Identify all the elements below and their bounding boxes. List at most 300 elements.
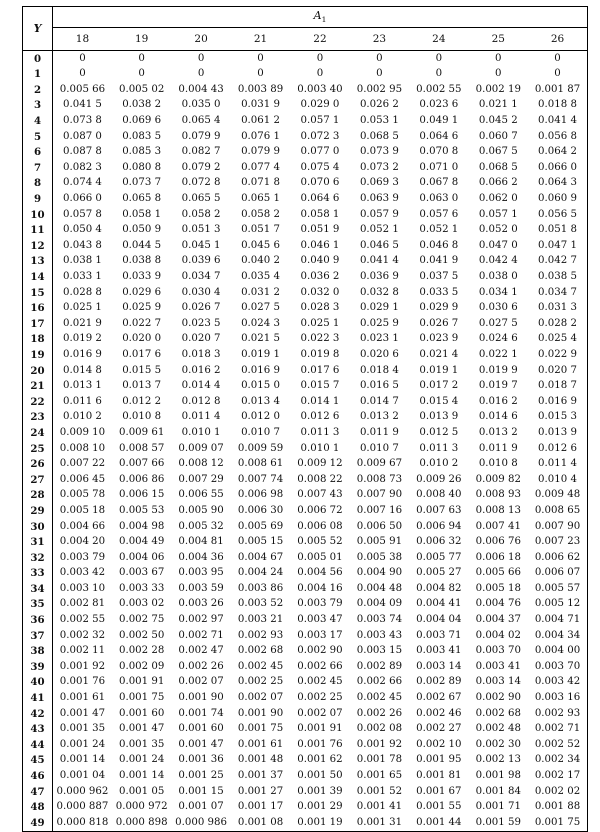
table-cell: 0.001 81	[416, 770, 462, 781]
table-cell: 0.069 3	[359, 177, 399, 189]
table-cell: 0.024 6	[478, 333, 518, 345]
table-cell: 0.046 1	[300, 239, 340, 251]
table-cell: 0.002 66	[297, 660, 343, 672]
table-row	[23, 581, 588, 597]
table-cell: 0.038 8	[122, 255, 162, 267]
table-cell: 0.064 6	[300, 193, 340, 205]
table-cell: 0.001 24	[118, 754, 165, 766]
table-cell: 0.008 13	[475, 504, 521, 516]
table-cell: 0.068 5	[359, 130, 399, 142]
table-cell: 0.006 98	[237, 489, 284, 501]
table-cell: 0.057 1	[300, 115, 340, 127]
row-y-value: 48	[23, 800, 53, 816]
table-cell: 0.072 8	[181, 177, 221, 189]
table-cell: 0.008 40	[416, 489, 462, 501]
table-cell: 0.057 6	[419, 208, 459, 220]
table-row	[23, 113, 588, 129]
table-cell: 0.001 60	[118, 707, 165, 719]
table-cell: 0.005 38	[356, 551, 403, 563]
table-cell: 0.004 16	[297, 582, 343, 594]
row-y-value: 25	[23, 441, 53, 457]
table-cell: 0.007 66	[118, 458, 165, 470]
table-cell: 0.019 8	[300, 348, 340, 360]
table-cell: 0.001 78	[356, 754, 403, 766]
table-cell: 0.002 90	[297, 645, 343, 657]
a1-header	[53, 7, 588, 28]
table-cell: 0.002 17	[534, 770, 581, 781]
table-cell: 0.001 25	[178, 770, 224, 781]
table-cell: 0.073 9	[359, 146, 399, 158]
header-row-a	[23, 7, 588, 28]
table-cell: 0.020 6	[359, 348, 399, 360]
table-cell: 0.010 4	[538, 473, 577, 485]
table-cell: 0.025 1	[63, 302, 102, 314]
table-cell: 0.001 24	[59, 738, 106, 750]
table-cell: 0.068 5	[478, 161, 518, 173]
table-row	[23, 566, 588, 582]
table-cell: 0.035 4	[241, 271, 280, 282]
table-cell: 0.005 77	[416, 551, 462, 563]
table-cell: 0.002 28	[118, 645, 165, 657]
row-y-value: 34	[23, 581, 53, 597]
table-cell: 0	[138, 68, 145, 80]
table-cell: 0.051 9	[300, 224, 340, 236]
table-cell: 0.005 18	[59, 504, 106, 516]
table-cell: 0.003 14	[416, 660, 462, 672]
table-cell: 0.043 8	[63, 239, 102, 251]
table-cell: 0.027 5	[478, 317, 518, 329]
table-cell: 0.005 01	[297, 551, 343, 563]
table-cell: 0.039 6	[181, 255, 221, 267]
table-cell: 0.053 1	[359, 115, 399, 127]
table-cell: 0.013 4	[241, 395, 280, 407]
table-cell: 0.001 61	[59, 692, 106, 704]
table-cell: 0.003 41	[416, 645, 462, 657]
table-cell: 0.002 66	[356, 676, 403, 688]
table-cell: 0.010 2	[419, 458, 459, 470]
table-cell: 0.038 0	[478, 271, 518, 282]
table-row	[23, 659, 588, 675]
table-row	[23, 82, 588, 98]
table-cell: 0.004 09	[356, 598, 403, 610]
table-cell: 0.008 93	[475, 489, 521, 501]
table-cell: 0.061 2	[241, 115, 280, 127]
table-cell: 0.005 78	[59, 489, 106, 501]
row-y-value: 0	[23, 51, 53, 67]
table-row	[23, 456, 588, 472]
table-cell: 0.069 6	[122, 115, 162, 127]
table-cell: 0	[197, 52, 205, 64]
table-cell: 0	[495, 68, 502, 80]
table-row	[23, 223, 588, 239]
table-cell: 0.005 12	[534, 598, 581, 610]
table-cell: 0.072 3	[300, 130, 340, 142]
table-cell: 0.040 9	[300, 255, 340, 267]
table-cell: 0.002 68	[475, 707, 521, 719]
table-cell: 0.001 08	[237, 816, 284, 828]
table-row	[23, 191, 588, 207]
table-cell: 0.003 15	[356, 645, 403, 657]
table-cell: 0.012 6	[538, 442, 577, 454]
row-y-value: 5	[23, 129, 53, 145]
table-cell: 0.033 9	[122, 271, 162, 282]
table-cell: 0.001 75	[118, 692, 165, 704]
table-cell: 0.082 7	[181, 146, 221, 158]
table-cell: 0.037 5	[419, 271, 459, 282]
table-cell: 0.003 86	[237, 582, 284, 594]
table-cell: 0.056 5	[538, 208, 577, 220]
table-cell: 0.011 4	[181, 411, 221, 423]
table-cell: 0.008 22	[297, 473, 343, 485]
table-cell: 0.036 9	[359, 271, 399, 282]
row-y-value: 16	[23, 301, 53, 317]
table-cell: 0.001 61	[237, 738, 284, 750]
row-y-value: 18	[23, 332, 53, 348]
table-row	[23, 285, 588, 301]
table-cell: 0.001 17	[237, 801, 284, 813]
table-cell: 0.066 0	[63, 193, 102, 205]
row-y-value: 30	[23, 519, 53, 535]
table-cell: 0.000 887	[56, 801, 109, 813]
table-cell: 0.051 3	[181, 224, 221, 236]
row-y-value: 4	[23, 113, 53, 129]
table-cell: 0.009 10	[59, 426, 106, 438]
table-cell: 0	[376, 52, 383, 64]
row-y-value: 41	[23, 690, 53, 706]
table-cell: 0.002 07	[297, 707, 343, 719]
table-cell: 0.064 3	[538, 177, 577, 189]
a1-header-subscript: 1	[321, 15, 327, 25]
table-cell: 0.005 27	[416, 567, 462, 579]
table-cell: 0.002 45	[356, 692, 403, 704]
row-y-value: 9	[23, 191, 53, 207]
table-cell: 0.004 90	[356, 567, 403, 579]
table-cell: 0.070 8	[419, 146, 459, 158]
table-row	[23, 145, 588, 161]
table-cell: 0.003 16	[534, 692, 581, 704]
table-cell: 0.008 57	[118, 442, 165, 454]
table-row	[23, 612, 588, 628]
table-cell: 0.005 69	[237, 520, 284, 532]
table-cell: 0.077 0	[300, 146, 340, 158]
table-cell: 0.026 7	[419, 317, 459, 329]
table-cell: 0.004 43	[178, 83, 224, 95]
table-cell: 0.015 0	[241, 380, 280, 392]
column-header-a1-19: 19	[112, 28, 171, 51]
table-cell: 0.005 18	[475, 582, 521, 594]
table-cell: 0.006 08	[297, 520, 343, 532]
table-cell: 0.001 98	[475, 770, 521, 781]
column-header-a1-26: 26	[528, 28, 588, 51]
row-y-value: 11	[23, 223, 53, 239]
table-cell: 0.030 4	[181, 286, 221, 298]
row-y-value: 6	[23, 145, 53, 161]
row-y-value: 14	[23, 269, 53, 285]
table-cell: 0.003 40	[297, 83, 343, 95]
table-cell: 0.006 15	[118, 489, 165, 501]
table-cell: 0.019 7	[478, 380, 518, 392]
table-cell: 0.019 1	[241, 348, 280, 360]
table-cell: 0.049 1	[419, 115, 459, 127]
table-cell: 0.026 2	[359, 99, 399, 111]
table-cell: 0.001 87	[534, 83, 581, 95]
table-cell: 0.014 1	[300, 395, 340, 407]
table-cell: 0.063 9	[359, 193, 399, 205]
table-row	[23, 316, 588, 332]
table-cell: 0.018 4	[359, 364, 399, 376]
y-header-label: Y	[33, 22, 42, 35]
table-cell: 0.003 67	[118, 567, 165, 579]
table-cell: 0.003 95	[178, 567, 224, 579]
table-cell: 0.002 55	[59, 614, 106, 626]
table-cell: 0.045 6	[241, 239, 280, 251]
table-cell: 0.007 23	[534, 536, 581, 548]
table-cell: 0.003 41	[475, 660, 521, 672]
table-cell: 0.004 82	[416, 582, 462, 594]
table-cell: 0.067 5	[478, 146, 518, 158]
table-row	[23, 800, 588, 816]
row-y-value: 3	[23, 98, 53, 114]
row-y-value: 2	[23, 82, 53, 98]
table-cell: 0.006 18	[475, 551, 521, 563]
table-cell: 0.079 2	[181, 161, 221, 173]
table-cell: 0.018 7	[538, 380, 577, 392]
table-cell: 0.003 89	[237, 83, 284, 95]
table-cell: 0.021 1	[478, 99, 518, 111]
table-row	[23, 628, 588, 644]
table-cell: 0.052 0	[478, 224, 518, 236]
table-cell: 0.029 9	[419, 302, 459, 314]
table-cell: 0.065 5	[181, 193, 221, 205]
table-cell: 0	[554, 52, 561, 64]
table-cell: 0.017 6	[300, 364, 340, 376]
table-cell: 0.021 4	[419, 348, 459, 360]
table-cell: 0.006 07	[534, 567, 581, 579]
table-row	[23, 722, 588, 738]
table-cell: 0.004 41	[416, 598, 462, 610]
table-cell: 0.019 2	[63, 333, 102, 345]
table-cell: 0.005 32	[178, 520, 224, 532]
table-row	[23, 675, 588, 691]
table-cell: 0.001 47	[118, 723, 165, 735]
table-cell: 0.002 75	[118, 614, 165, 626]
row-y-value: 35	[23, 597, 53, 613]
table-cell: 0.032 0	[300, 286, 340, 298]
table-cell: 0.032 8	[359, 286, 399, 298]
table-cell: 0.041 4	[538, 115, 577, 127]
table-cell: 0.027 5	[241, 302, 280, 314]
table-cell: 0.001 62	[297, 754, 343, 766]
table-cell: 0.011 9	[359, 426, 399, 438]
table-cell: 0.006 76	[475, 536, 521, 548]
table-cell: 0.004 81	[178, 536, 224, 548]
table-cell: 0.000 818	[56, 816, 109, 828]
table-cell: 0.052 1	[359, 224, 399, 236]
table-cell: 0.004 20	[59, 536, 106, 548]
table-cell: 0.004 34	[534, 629, 581, 641]
table-cell: 0.004 67	[237, 551, 284, 563]
table-cell: 0.006 45	[59, 473, 106, 485]
table-cell: 0.014 7	[359, 395, 399, 407]
table-cell: 0.026 7	[181, 302, 221, 314]
table-cell: 0.028 2	[538, 317, 577, 329]
table-cell: 0.045 1	[181, 239, 221, 251]
row-y-value: 45	[23, 753, 53, 769]
table-cell: 0.002 09	[118, 660, 165, 672]
table-cell: 0.077 4	[241, 161, 280, 173]
table-cell: 0.004 71	[534, 614, 581, 626]
table-cell: 0.010 1	[300, 442, 340, 454]
table-cell: 0.005 66	[59, 83, 106, 95]
table-cell: 0.023 9	[419, 333, 459, 345]
table-row	[23, 207, 588, 223]
table-cell: 0.073 2	[359, 161, 399, 173]
table-cell: 0.038 1	[63, 255, 102, 267]
table-cell: 0.001 59	[475, 816, 521, 828]
table-cell: 0.012 8	[181, 395, 221, 407]
table-cell: 0.013 1	[63, 380, 102, 392]
table-cell: 0.062 0	[478, 193, 518, 205]
row-y-value: 46	[23, 768, 53, 784]
table-row	[23, 238, 588, 254]
table-cell: 0.003 79	[59, 551, 106, 563]
table-cell: 0.002 93	[237, 629, 284, 641]
table-cell: 0.035 0	[181, 99, 221, 111]
table-cell: 0.041 9	[419, 255, 459, 267]
table-cell: 0.003 33	[118, 582, 165, 594]
table-cell: 0.067 8	[419, 177, 459, 189]
row-y-value: 10	[23, 207, 53, 223]
table-cell: 0.013 9	[538, 426, 577, 438]
table-cell: 0.064 2	[538, 146, 577, 158]
table-cell: 0.044 5	[122, 239, 162, 251]
table-cell: 0.001 07	[178, 801, 224, 813]
a1-header-label: A	[313, 9, 322, 23]
table-cell: 0.001 67	[416, 785, 462, 797]
table-cell: 0.002 19	[475, 83, 521, 95]
table-cell: 0.041 4	[359, 255, 399, 267]
table-cell: 0.004 02	[475, 629, 521, 641]
table-cell: 0.002 11	[59, 645, 106, 657]
table-cell: 0.007 16	[356, 504, 403, 516]
table-cell: 0.004 06	[118, 551, 165, 563]
column-header-row	[23, 28, 588, 51]
table-cell: 0.024 3	[241, 317, 280, 329]
table-cell: 0.002 13	[475, 754, 521, 766]
table-cell: 0.002 25	[237, 676, 284, 688]
table-cell: 0.001 14	[59, 754, 106, 766]
column-header-a1-24: 24	[409, 28, 468, 51]
table-cell: 0.033 1	[63, 271, 102, 282]
table-cell: 0.010 8	[478, 458, 518, 470]
table-cell: 0.045 2	[478, 115, 518, 127]
table-cell: 0.012 5	[419, 426, 459, 438]
table-row	[23, 737, 588, 753]
table-cell: 0.002 47	[178, 645, 224, 657]
table-cell: 0.002 45	[237, 660, 284, 672]
table-row	[23, 519, 588, 535]
table-cell: 0.022 9	[538, 348, 577, 360]
table-cell: 0.006 62	[534, 551, 581, 563]
table-cell: 0.003 70	[475, 645, 521, 657]
table-cell: 0.002 48	[475, 723, 521, 735]
table-cell: 0.005 53	[118, 504, 165, 516]
table-row	[23, 425, 588, 441]
table-cell: 0.002 27	[416, 723, 462, 735]
table-cell: 0.002 68	[237, 645, 284, 657]
table-cell: 0.013 9	[419, 411, 459, 423]
table-cell: 0.003 14	[475, 676, 521, 688]
probability-table	[22, 6, 588, 832]
table-cell: 0.005 52	[297, 536, 343, 548]
table-cell: 0.001 47	[178, 738, 224, 750]
table-cell: 0.004 98	[118, 520, 165, 532]
table-cell: 0.004 66	[59, 520, 106, 532]
table-cell: 0.047 0	[478, 239, 518, 251]
table-cell: 0.002 26	[356, 707, 403, 719]
table-cell: 0.070 6	[300, 177, 340, 189]
table-cell: 0.005 57	[534, 582, 581, 594]
table-row	[23, 129, 588, 145]
table-cell: 0.007 63	[416, 504, 462, 516]
table-cell: 0	[257, 52, 264, 64]
table-row	[23, 550, 588, 566]
table-cell: 0.003 43	[356, 629, 403, 641]
table-cell: 0.002 30	[475, 738, 521, 750]
row-y-value: 44	[23, 737, 53, 753]
table-cell: 0.007 74	[237, 473, 284, 485]
table-cell: 0.056 8	[538, 130, 577, 142]
table-row	[23, 394, 588, 410]
table-cell: 0.010 7	[241, 426, 280, 438]
table-cell: 0.051 8	[538, 224, 577, 236]
table-row	[23, 753, 588, 769]
row-y-value: 23	[23, 410, 53, 426]
table-cell: 0.003 59	[178, 582, 224, 594]
table-cell: 0.002 67	[416, 692, 462, 704]
table-cell: 0.002 08	[356, 723, 403, 735]
table-cell: 0.046 8	[419, 239, 459, 251]
table-cell: 0.009 59	[237, 442, 284, 454]
table-cell: 0.016 2	[181, 364, 221, 376]
table-cell: 0.079 9	[181, 130, 221, 142]
table-cell: 0.001 50	[297, 770, 343, 781]
table-cell: 0.002 52	[534, 738, 581, 750]
row-y-value: 29	[23, 503, 53, 519]
table-cell: 0.057 9	[359, 208, 399, 220]
table-cell: 0.015 4	[419, 395, 459, 407]
table-cell: 0.002 50	[118, 629, 165, 641]
row-y-value: 26	[23, 456, 53, 472]
table-cell: 0.051 7	[241, 224, 280, 236]
table-cell: 0.009 26	[416, 473, 462, 485]
table-cell: 0.021 5	[241, 333, 280, 345]
table-cell: 0.006 86	[118, 473, 165, 485]
row-y-value: 1	[23, 67, 53, 83]
row-y-value: 49	[23, 815, 53, 831]
table-cell: 0.001 75	[534, 816, 581, 828]
table-cell: 0.007 41	[475, 520, 521, 532]
table-cell: 0.020 7	[538, 364, 577, 376]
table-cell: 0.066 2	[478, 177, 518, 189]
table-cell: 0.006 50	[356, 520, 403, 532]
y-header	[23, 7, 53, 51]
table-cell: 0.001 74	[178, 707, 224, 719]
column-header-a1-20: 20	[171, 28, 230, 51]
table-cell: 0.004 76	[475, 598, 521, 610]
table-cell: 0.001 36	[178, 754, 224, 766]
table-cell: 0.001 91	[118, 676, 165, 688]
